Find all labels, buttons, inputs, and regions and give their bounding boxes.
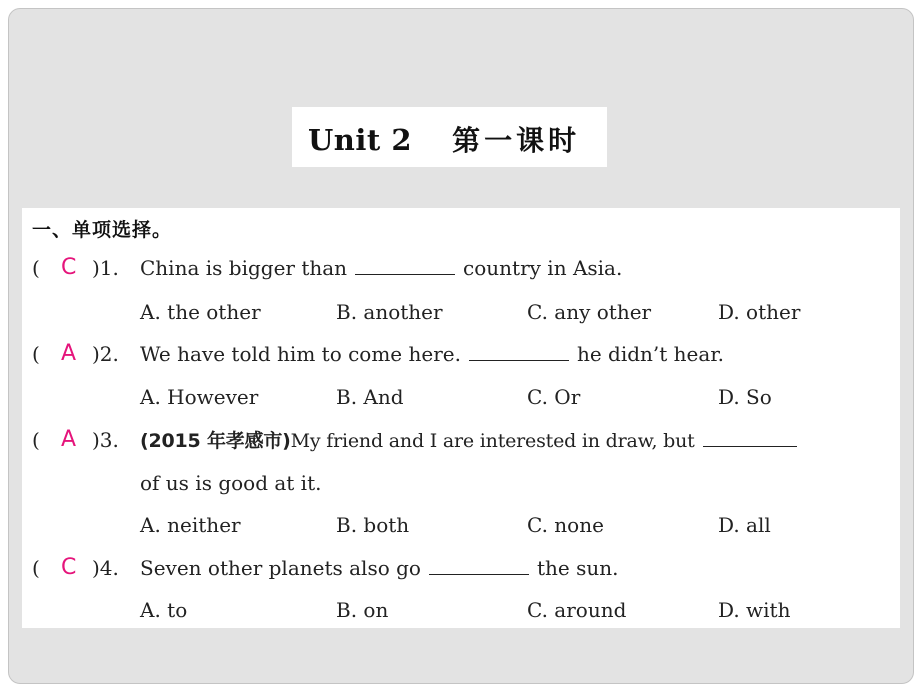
- open-paren: (: [32, 342, 40, 366]
- section-title: 一、单项选择。: [32, 219, 173, 241]
- option-d: D. other: [718, 300, 801, 324]
- stem-text: country in Asia.: [463, 256, 623, 280]
- open-paren: (: [32, 428, 40, 452]
- answer-blank: [429, 548, 529, 575]
- option-a: A. to: [140, 598, 188, 622]
- options-4: [22, 590, 900, 630]
- answer-3: A: [61, 427, 77, 452]
- option-b: B. And: [336, 385, 404, 409]
- title-unit: Unit 2: [308, 123, 413, 157]
- stem-text: My friend and I are interested in draw, but: [290, 430, 695, 452]
- option-b: B. both: [336, 513, 410, 537]
- option-a: A. the other: [140, 300, 261, 324]
- option-b: B. on: [336, 598, 389, 622]
- stem-text: China is bigger than: [140, 256, 348, 280]
- question-stem-2: [140, 334, 724, 374]
- question-number-3: )3.: [92, 428, 119, 452]
- stem-text: the sun.: [536, 556, 619, 580]
- question-stem-3: [140, 420, 805, 461]
- question-3-continued: [22, 463, 900, 503]
- option-c: C. none: [527, 513, 604, 537]
- answer-2: A: [61, 341, 77, 366]
- stem-text: We have told him to come here.: [140, 342, 461, 366]
- question-number-2: )2.: [92, 342, 119, 366]
- option-d: D. all: [718, 513, 771, 537]
- question-source: (2015 年孝感市): [140, 430, 291, 452]
- options-1: [22, 292, 900, 332]
- stem-text: he didn’t hear.: [576, 342, 725, 366]
- stem-text: Seven other planets also go: [140, 556, 421, 580]
- answer-blank: [469, 334, 569, 361]
- question-4: [22, 548, 900, 588]
- option-b: B. another: [336, 300, 443, 324]
- option-c: C. any other: [527, 300, 652, 324]
- exercise-panel: [22, 208, 900, 628]
- question-number-4: )4.: [92, 556, 119, 580]
- option-a: A. However: [140, 385, 259, 409]
- open-paren: (: [32, 556, 40, 580]
- option-d: D. with: [718, 598, 791, 622]
- title-box: [292, 107, 607, 167]
- option-a: A. neither: [140, 513, 241, 537]
- question-2: [22, 334, 900, 374]
- question-stem-1: [140, 248, 622, 288]
- question-stem-4: [140, 548, 618, 588]
- question-number-1: )1.: [92, 256, 119, 280]
- title-lesson: 第一课时: [452, 124, 581, 157]
- answer-4: C: [61, 555, 77, 580]
- option-d: D. So: [718, 385, 772, 409]
- page-title: [308, 119, 580, 159]
- answer-1: C: [61, 255, 77, 280]
- option-c: C. Or: [527, 385, 581, 409]
- stem-text: of us is good at it.: [140, 471, 322, 495]
- question-1: [22, 248, 900, 288]
- question-3: [22, 420, 900, 460]
- answer-blank: [355, 248, 455, 275]
- open-paren: (: [32, 256, 40, 280]
- option-c: C. around: [527, 598, 627, 622]
- options-3: [22, 505, 900, 545]
- options-2: [22, 377, 900, 417]
- answer-blank: [703, 420, 797, 447]
